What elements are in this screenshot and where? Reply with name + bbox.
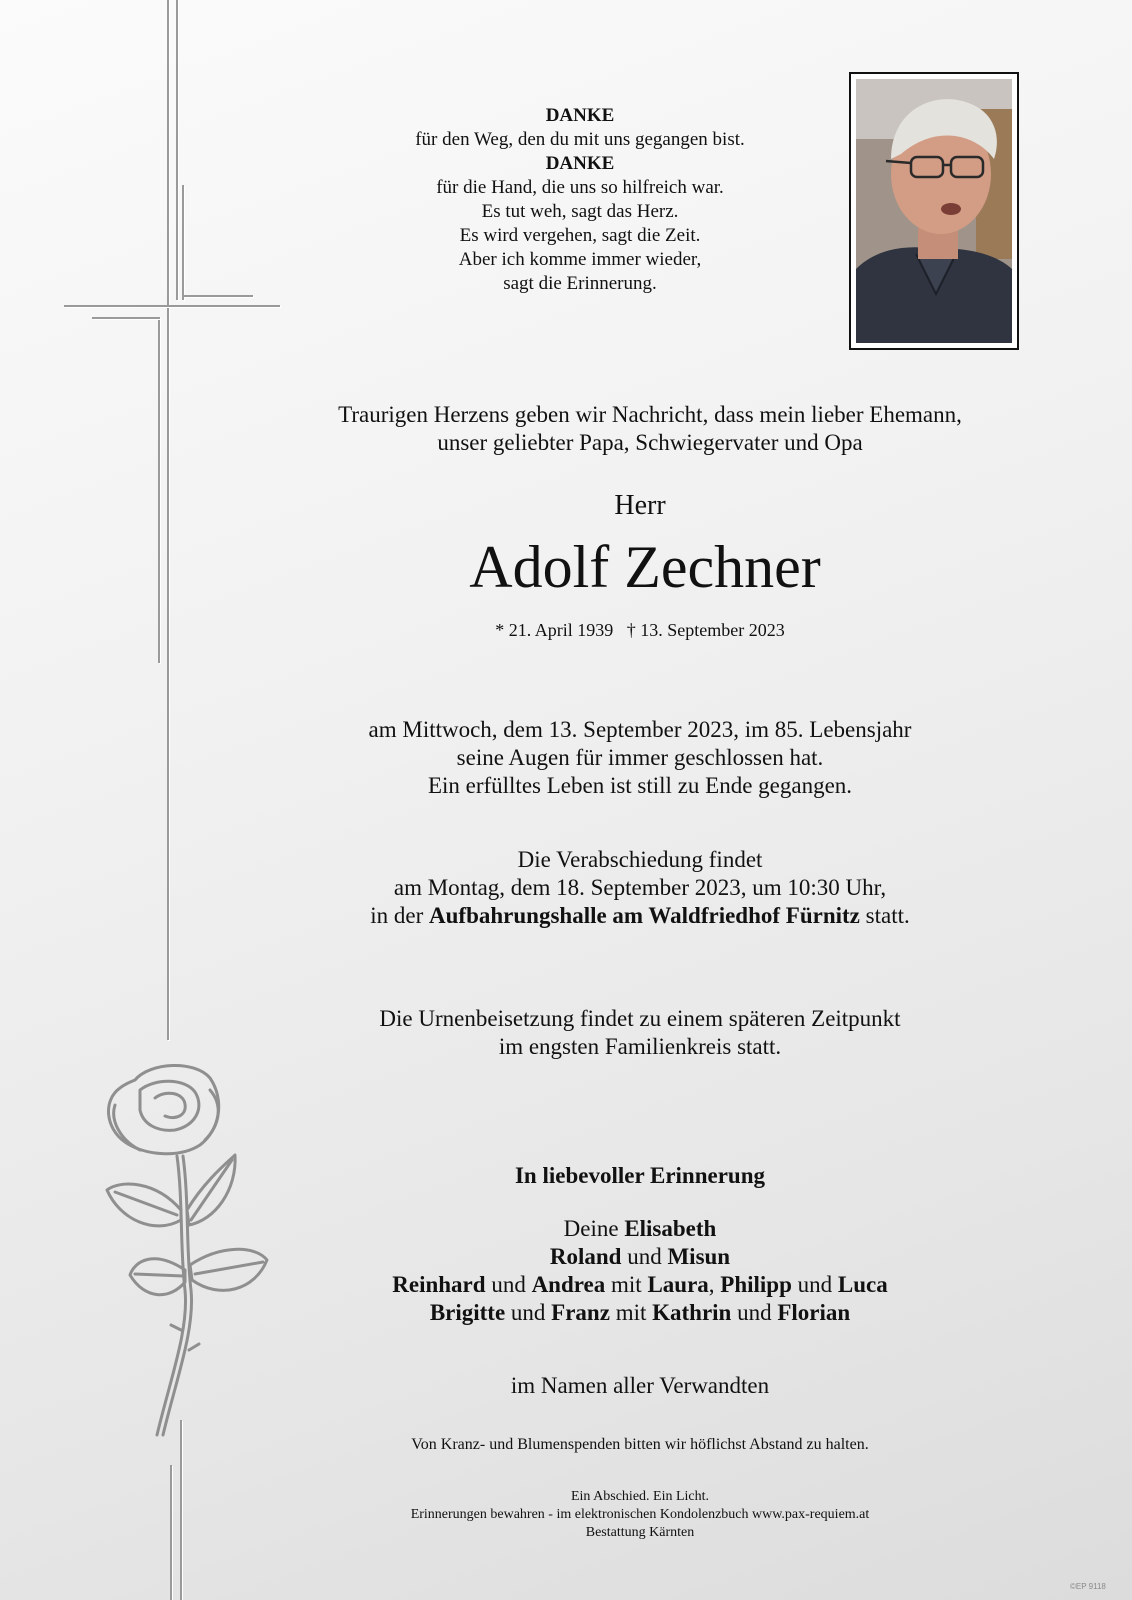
family-member: Reinhard <box>392 1272 486 1297</box>
passing-line: seine Augen für immer geschlossen hat. <box>456 745 824 770</box>
poem-line: sagt die Erinnerung. <box>503 273 657 294</box>
intro-line: unser geliebter Papa, Schwiegervater und Opa <box>437 430 863 455</box>
family-text: und <box>621 1244 668 1269</box>
footer-line: Bestattung Kärnten <box>585 1525 695 1540</box>
urn-burial-info <box>290 1005 990 1061</box>
portrait-photo <box>849 72 1019 350</box>
urn-line: im engsten Familienkreis statt. <box>498 1034 782 1059</box>
poem-line: Es tut weh, sagt das Herz. <box>481 201 679 222</box>
family-member: Elisabeth <box>624 1216 717 1241</box>
family-text: und <box>505 1300 552 1325</box>
poem-line: Aber ich komme immer wieder, <box>458 249 702 270</box>
relatives-line: im Namen aller Verwandten <box>510 1373 770 1398</box>
family-member: Misun <box>667 1244 731 1269</box>
family-text: und <box>731 1300 778 1325</box>
family-text: und <box>485 1272 532 1297</box>
poem-line: für die Hand, die uns so hilfreich war. <box>436 177 724 198</box>
family-line <box>290 1271 990 1299</box>
memory-heading: In liebevoller Erinnerung <box>514 1163 766 1188</box>
footer <box>290 1488 990 1542</box>
portrait-image <box>856 79 1012 343</box>
urn-line: Die Urnenbeisetzung findet zu einem späteren Zeitpunkt <box>379 1006 901 1031</box>
intro-line: Traurigen Herzens geben wir Nachricht, dass mein lieber Ehemann, <box>338 402 962 427</box>
farewell-line: Die Verabschiedung findet <box>517 847 763 872</box>
flower-donation-request: Von Kranz- und Blumenspenden bitten wir höflichst Abstand zu halten. <box>411 1436 869 1453</box>
family-text: , <box>708 1272 721 1297</box>
family-text: mit <box>605 1272 648 1297</box>
family-line <box>290 1243 990 1271</box>
family-line <box>290 1299 990 1327</box>
intro-text <box>290 401 1010 457</box>
deceased-name: Adolf Zechner <box>469 534 821 600</box>
family-member: Franz <box>551 1300 610 1325</box>
family-text: Deine <box>563 1216 625 1241</box>
poem-line: DANKE <box>545 105 615 126</box>
farewell-prefix: in der <box>370 903 424 928</box>
family-member: Roland <box>549 1244 622 1269</box>
footer-line: Erinnerungen bewahren - im elektronischen Kondolenzbuch www.pax-requiem.at <box>410 1507 870 1522</box>
rose-illustration <box>95 1060 285 1440</box>
poem <box>330 104 830 296</box>
passing-line: am Mittwoch, dem 13. September 2023, im 85. Lebensjahr <box>368 717 912 742</box>
family-member: Brigitte <box>429 1300 506 1325</box>
passing-text <box>290 716 990 800</box>
footer-line: Ein Abschied. Ein Licht. <box>570 1489 710 1504</box>
salutation: Herr <box>614 490 666 521</box>
farewell-line <box>290 902 990 930</box>
family-list <box>290 1215 990 1327</box>
family-member: Florian <box>777 1300 851 1325</box>
family-member: Luca <box>837 1272 888 1297</box>
template-code: ©EP 9118 <box>1070 1582 1106 1591</box>
farewell-suffix: statt. <box>865 903 910 928</box>
family-member: Andrea <box>531 1272 606 1297</box>
family-text: mit <box>609 1300 653 1325</box>
poem-line: Es wird vergehen, sagt die Zeit. <box>459 225 701 246</box>
family-member: Kathrin <box>652 1300 732 1325</box>
farewell-location: Aufbahrungshalle am Waldfriedhof Fürnitz <box>429 903 860 928</box>
poem-line: für den Weg, den du mit uns gegangen bist. <box>415 129 745 150</box>
passing-line: Ein erfülltes Leben ist still zu Ende gegangen. <box>427 773 853 798</box>
life-dates: * 21. April 1939 † 13. September 2023 <box>495 620 785 640</box>
farewell-line: am Montag, dem 18. September 2023, um 10:30 Uhr, <box>393 875 887 900</box>
family-member: Laura <box>647 1272 709 1297</box>
family-member: Philipp <box>720 1272 792 1297</box>
poem-line: DANKE <box>545 153 615 174</box>
family-text: und <box>791 1272 838 1297</box>
family-line <box>290 1215 990 1243</box>
farewell-info <box>290 846 990 930</box>
